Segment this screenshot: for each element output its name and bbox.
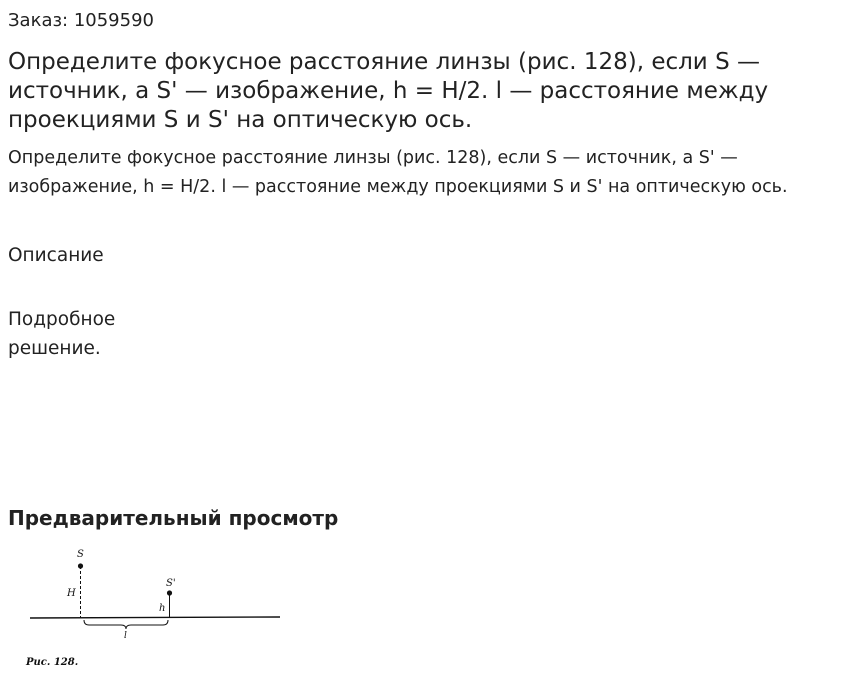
label-l: l [124, 631, 127, 641]
image-point [167, 590, 172, 595]
preview-heading: Предварительный просмотр [8, 506, 339, 530]
source-point [78, 563, 83, 568]
problem-title: Определите фокусное расстояние линзы (рис. 128), если S — источник, а S' — изображение, h = H/2. l — расстояние между проекциями S и S' на оптическую ось. [8, 49, 769, 133]
label-h: h [159, 603, 166, 614]
detailed-solution-text: Подробное решение. [8, 309, 116, 359]
preview-figure [22, 543, 292, 675]
lens-diagram [22, 543, 292, 675]
optical-axis-line [30, 617, 280, 618]
order-number: Заказ: 1059590 [8, 10, 154, 31]
label-source: S [77, 549, 84, 560]
label-image: S' [166, 578, 176, 589]
label-H: H [67, 588, 76, 599]
problem-text: Определите фокусное расстояние линзы (рис. 128), если S — источник, а S' — изображение, h = H/2. l — расстояние между проекциями S и S' на оптическую ось. [8, 148, 788, 197]
figure-caption: Рис. 128. [26, 657, 79, 668]
description-heading: Описание [8, 245, 104, 266]
distance-brace [84, 620, 168, 629]
